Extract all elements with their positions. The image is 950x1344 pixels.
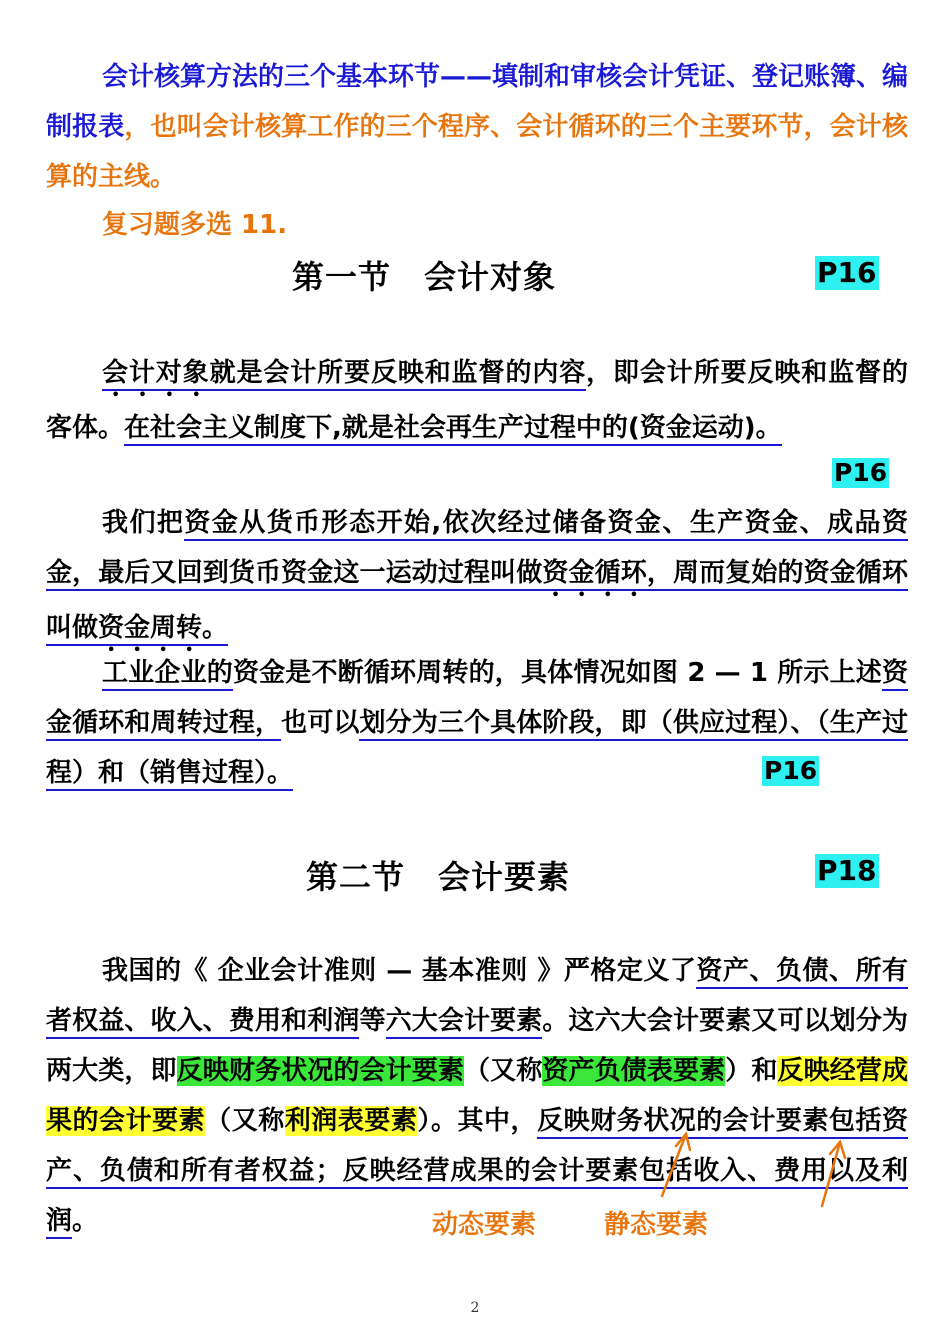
section1-paragraph-2 xyxy=(46,498,908,658)
elements-list-underline: 资产、负债、所有者权益、收入、费用和利润 xyxy=(46,956,908,1039)
page-number: 2 xyxy=(470,1300,480,1316)
section1-page-ref-2: P16 xyxy=(834,458,888,487)
plain-text: 。这六大会计要素又可以划分为两大类，即 xyxy=(46,1006,908,1086)
section2-paragraph-1 xyxy=(46,946,908,1246)
plain-text: （又称 xyxy=(463,1056,543,1086)
plain-text: ）。其中， xyxy=(417,1106,538,1136)
section1-page-ref-3: P16 xyxy=(764,756,818,785)
plain-text: 。 xyxy=(202,613,228,646)
operating-results-highlight: 反映经营成果的会计要素 xyxy=(46,1056,908,1136)
dynamic-elements-tag: 动态要素 xyxy=(432,1210,537,1240)
section1-page-ref: P16 xyxy=(817,256,877,289)
fund-movement-underline: 在社会主义制度下,就是社会再生产过程中的(资金运动)。 xyxy=(124,413,782,446)
section2-title: 第二节 会计要素 xyxy=(306,858,571,896)
plain-text: 资金是不断循环周转的，具体情况如图 2 — 1 所示上述 xyxy=(232,658,882,688)
plain-text: （又称 xyxy=(205,1106,285,1136)
definition-underline: 就是会计所要反映和监督的内容 xyxy=(210,358,587,391)
income-statement-elements-highlight: 利润表要素 xyxy=(284,1106,418,1136)
plain-text: 等 xyxy=(359,1006,386,1036)
six-elements-underline: 六大会计要素 xyxy=(386,1006,543,1039)
section2-page-ref: P18 xyxy=(817,854,877,887)
industrial-enterprise-underline: 工业企业的 xyxy=(102,658,233,691)
elements-detail-underline: 反映财务状况的会计要素包括资产、负债和所有者权益；反映经营成果的会计要素包括收入、费用以及利润 xyxy=(46,1106,908,1239)
static-elements-tag: 静态要素 xyxy=(604,1210,709,1240)
section1-paragraph-1 xyxy=(46,348,908,453)
plain-text: 也可以 xyxy=(281,708,360,738)
intro-orange-text: ，也叫会计核算工作的三个程序、会计循环的三个主要环节，会计核算的主线。 xyxy=(46,112,908,192)
turnover-underline: ，周而复始的资金循环叫做 xyxy=(46,558,908,646)
section1-title: 第一节 会计对象 xyxy=(292,258,557,296)
cycle-turnover-underline: 资金循环和周转过程， xyxy=(46,658,908,741)
plain-text: 。 xyxy=(72,1206,99,1236)
term-fund-turnover: 资金周转 xyxy=(98,613,202,646)
intro-paragraph xyxy=(46,52,908,202)
plain-text: ）和 xyxy=(725,1056,778,1086)
plain-text: ，即会计所要反映和监督的客体。 xyxy=(46,358,908,443)
term-fund-cycle: 资金循环 xyxy=(542,558,647,591)
term-accounting-object: 会计对象 xyxy=(102,358,210,391)
three-stages-underline: 划分为三个具体阶段，即（供应过程）、（生产过程）和（销售过程）。 xyxy=(46,708,908,791)
intro-blue-text: 会计核算方法的三个基本环节——填制和审核会计凭证、登记账簿、编制报表 xyxy=(46,62,909,142)
review-note: 复习题多选 11. xyxy=(102,210,288,240)
fund-cycle-underline: 资金从货币形态开始,依次经过储备资金、生产资金、成品资金，最后又回到货币资金这一运动过程叫做 xyxy=(46,508,908,591)
financial-position-highlight: 反映财务状况的会计要素 xyxy=(176,1056,464,1086)
balance-sheet-elements-highlight: 资产负债表要素 xyxy=(542,1056,726,1086)
plain-text: 我们把 xyxy=(102,508,185,538)
plain-text: 我国的《 企业会计准则 — 基本准则 》严格定义了 xyxy=(102,956,697,986)
